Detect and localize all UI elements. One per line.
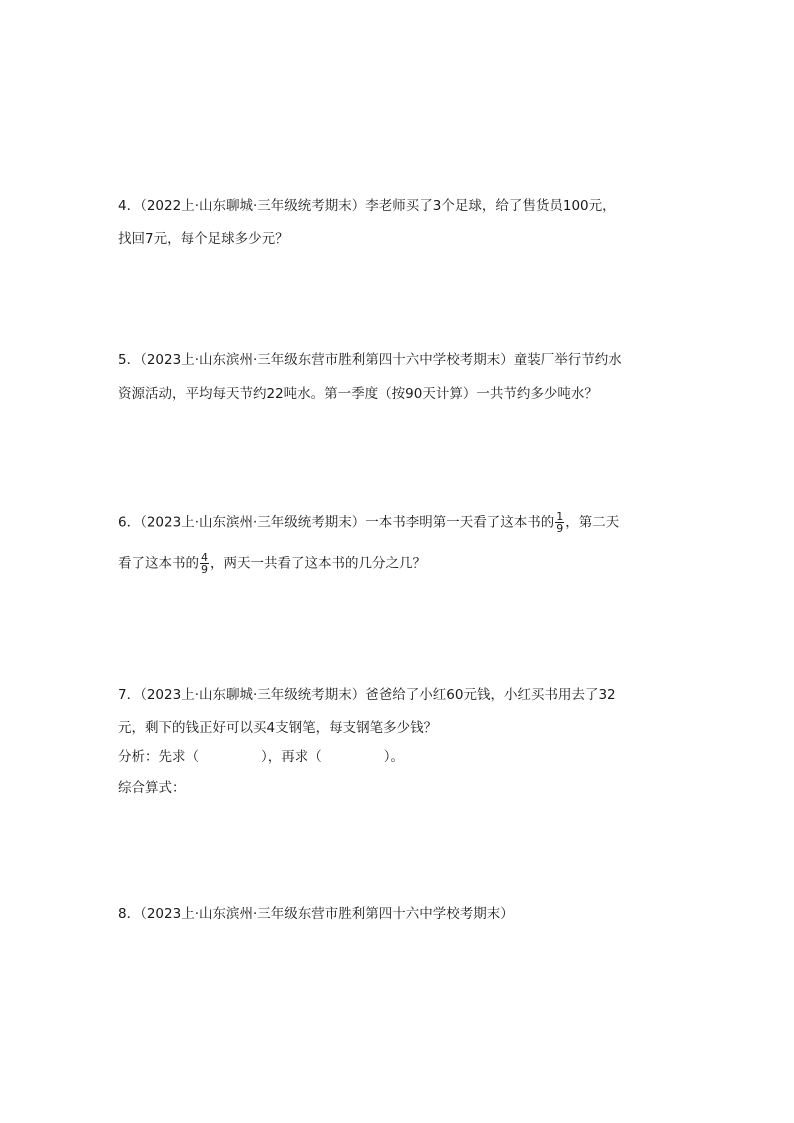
- analysis-mid: ），再求（: [261, 749, 322, 765]
- problem-6-text-d: ，两天一共看了这本书的几分之几？: [210, 555, 426, 572]
- problem-6-text-c: 看了这本书的: [118, 555, 199, 572]
- problem-6-line-1: [118, 511, 619, 534]
- problem-5-line-1: 5．（2023上·山东滨州·三年级东营市胜利第四十六中学校考期末）童装厂举行节约水: [118, 352, 622, 368]
- fraction-denominator: 9: [201, 563, 208, 576]
- problem-8-line-1: 8．（2023上·山东滨州·三年级东营市胜利第四十六中学校考期末）: [118, 906, 514, 922]
- fraction-four-ninths: [200, 552, 209, 575]
- analysis-suffix: ）。: [383, 749, 404, 765]
- problem-7-analysis: [118, 746, 404, 768]
- problem-7-line-1: 7．（2023上·山东聊城·三年级统考期末）爸爸给了小红60元钱，小红买书用去了32: [118, 687, 616, 703]
- problem-4-line-1: 4．（2022上·山东聊城·三年级统考期末）李老师买了3个足球，给了售货员100元，: [118, 198, 616, 214]
- fraction-numerator: 4: [201, 551, 208, 564]
- problem-6-text-b: ，第二天: [565, 514, 620, 531]
- problem-4-line-2: 找回7元，每个足球多少元？: [118, 231, 289, 247]
- problem-6-text-a: 6．（2023上·山东滨州·三年级统考期末）一本书李明第一天看了这本书的: [118, 514, 555, 531]
- fraction-numerator: 1: [556, 510, 564, 523]
- problem-7-formula-label: 综合算式：: [118, 780, 186, 796]
- problem-6-line-2: [118, 552, 426, 575]
- fraction-denominator: 9: [556, 522, 564, 535]
- problem-7-line-2: 元，剩下的钱正好可以买4支钢笔，每支钢笔多少钱？: [118, 720, 438, 736]
- problem-5-line-2: 资源活动，平均每天节约22吨水。第一季度（按90天计算）一共节约多少吨水？: [118, 386, 598, 402]
- analysis-prefix: 分析：先求（: [118, 749, 199, 765]
- fraction-one-ninth: [555, 511, 564, 534]
